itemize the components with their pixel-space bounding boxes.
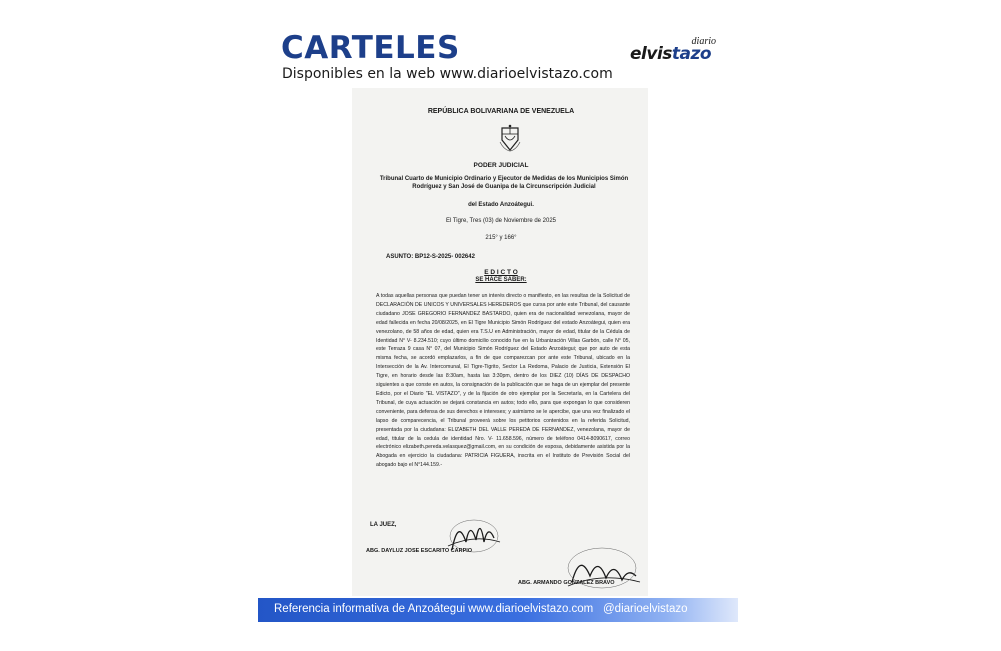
secretary-name: ABG. ARMANDO GONZALEZ BRAVO [518,580,615,586]
logo-small-text: diario [691,36,716,47]
page-title: CARTELES [281,30,460,66]
document-years: 215° y 166° [485,235,517,241]
coat-of-arms-icon [498,124,522,152]
logo-main-part-b: tazo [671,44,712,64]
document-subheading: SE HACE SABER: [475,277,527,283]
document-branch: PODER JUDICIAL [473,162,529,169]
judge-name: ABG. DAYLUZ JOSE ESCARITO CARPIO [366,548,473,554]
scanned-document [352,88,648,596]
judge-label: LA JUEZ, [370,522,397,528]
document-date: El Tigre, Tres (03) de Noviembre de 2025 [445,218,557,224]
logo-main-part-a: elvis [630,44,672,64]
document-tribunal: Tribunal Cuarto de Municipio Ordinario y Ejecutor de Medidas de los Municipios Simón Rodríguez y San José de Guanipa de la Circunscripción Judicial [379,176,629,190]
brand-logo [630,36,720,68]
document-state: del Estado Anzoátegui. [468,202,534,208]
footer-website-link[interactable]: www.diarioelvistazo.com [468,603,594,615]
logo-main-text [630,44,711,64]
secretary-signature [562,542,642,594]
footer-reference: Referencia informativa de Anzoátegui [274,603,466,615]
footer-social-handle[interactable]: @diarioelvistazo [603,603,688,615]
page-subtitle: Disponibles en la web www.diarioelvistazo.com [282,66,613,82]
document-heading: E D I C T O [484,269,518,276]
footer-banner [258,598,738,622]
document-subject: ASUNTO: BP12-S-2025- 002642 [386,254,475,260]
document-body: A todas aquellas personas que puedan tener un interés directo o manifiesto, en las resultas de la Solicitud de DECLARACIÓN DE UNICOS Y UNIVERSALES HEREDEROS que cursa por ante este Tribunal, del causante ciudadano JOSE GREGORIO FERNANDEZ BASTARDO, quien era de nacionalidad venezolana, mayor de edad fallecida en fecha 20/08/2025, en El Tigre Municipio Simón Rodríguez del estado Anzoátegui, quien era venezolano, de 58 años de edad, quien era T.S.U en Administración, mayor de edad, titular de la Cédula de Identidad N° V- 8.234.510; cuyo último domicilio conocido fue en la Urbanización Villas Garbón, calle N° 05, este Terraza 9 casa N° 07, del Municipio Simón Rodríguez del Estado Anzoátegui; que por auto de esta misma fecha, se acordó emplazarlos, a fin de que comparezcan por ante este Tribunal, ubicado en la Intersección de la Av. Intercomunal, El Tigre-Tigrito, Sector La Redoma, Palacio de Justicia, Extensión El Tigre, en horario desde las 8:30am, hasta las 3:30pm, dentro de los DIEZ (10) DÍAS DE DESPACHO siguientes a que conste en autos, la consignación de la publicación que se haga de un ejemplar del presente Edicto, por el Diario "EL VISTAZO", y de la fijación de otro ejemplar por la Secretaría, en la Cartelera del Tribunal, de cuya actuación se dejará constancia en autos; todo ello, para que expongan lo que consideren conveniente, para defensa de sus derechos e intereses; y asimismo se le apercibe, que una vez finalizado el lapso de comparecencia, el Tribunal proveerá sobre los petitorios contenidos en la referida Solicitud, presentada por la ciudadana: ELIZABETH DEL VALLE PEREDA DE FERNANDEZ, venezolana, mayor de edad, titular de la cedula de identidad Nro. V- 11.658.596, número de teléfono 0414-8090617, correo electrónico elizabeth.pereda.velasquez@gmail.com, en su condición de esposa, debidamente asistida por la Abogada en ejercicio la ciudadana: PATRICIA FIGUERA, inscrita en el Instituto de Previsión Social del abogado bajo el N°144.159.- [376,293,630,469]
document-republic: REPÚBLICA BOLIVARIANA DE VENEZUELA [427,108,575,115]
